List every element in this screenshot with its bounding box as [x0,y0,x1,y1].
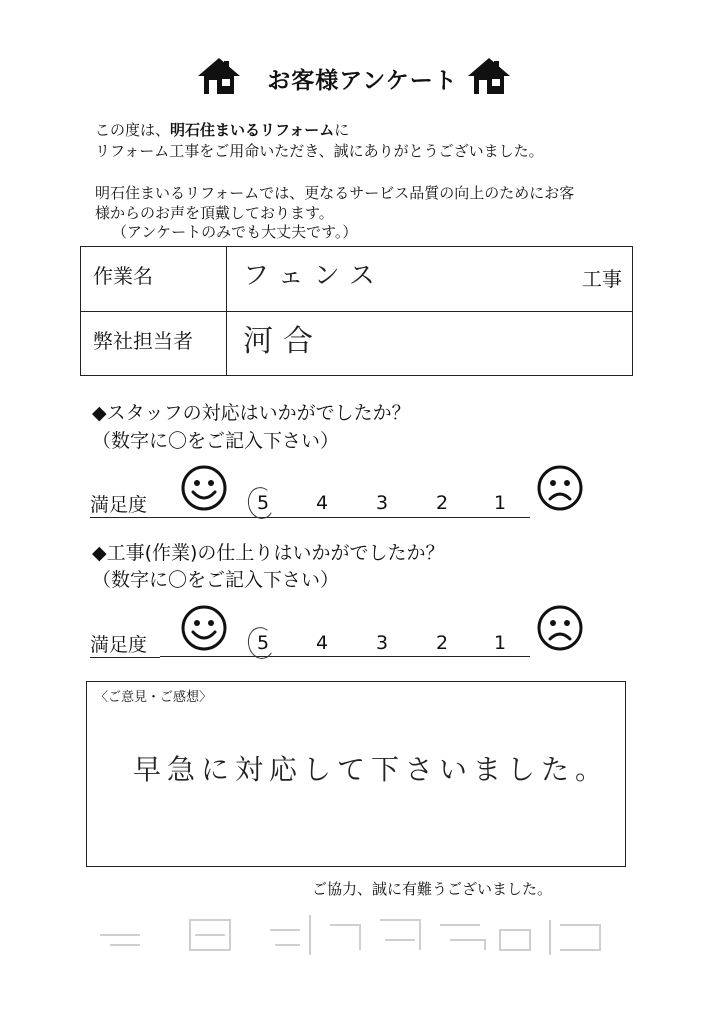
q2-option-3[interactable]: 3 [375,632,389,654]
info-table [80,246,633,376]
page-title [0,62,725,95]
q1-instruction: （数字に〇をご記入下さい） [92,430,340,452]
faint-footer-marks [80,905,620,965]
q1-scale-line [160,517,530,518]
q1-option-3[interactable]: 3 [375,492,389,514]
intro-suffix: に [334,121,350,139]
closing-message: ご協力、誠に有難うございました。 [312,880,553,898]
q1-option-1[interactable]: 1 [493,492,507,514]
house-icon [466,56,512,96]
intro-prefix: この度は、 [95,121,171,139]
intro-line-2: リフォーム工事をご用命いただき、誠にありがとうございました。 [95,142,544,160]
intro-line-4: 様からのお声を頂戴しております。 [95,204,334,222]
title-text: お客様アンケート [267,68,458,94]
company-name: 明石住まいるリフォーム [170,121,335,139]
q1-option-5[interactable]: 5 [256,492,270,514]
q2-option-4[interactable]: 4 [315,632,329,654]
sad-face-icon [536,464,584,512]
staff-value[interactable]: 河合 [243,324,323,359]
intro-line-1 [95,120,349,140]
staff-label: 弊社担当者 [81,312,227,376]
house-icon [196,56,242,96]
q1-question: ◆スタッフの対応はいかがでしたか？ [92,402,411,424]
staff-row [81,311,632,376]
q2-question: ◆工事(作業)の仕上りはいかがでしたか？ [92,542,445,564]
q2-scale-line [160,656,530,657]
comment-title: 〈ご意見・ご感想〉 [95,690,213,705]
comment-box[interactable] [86,681,626,867]
q1-satisfaction-label: 満足度 [90,490,160,518]
sad-face-icon [536,604,584,652]
q2-option-5[interactable]: 5 [256,632,270,654]
work-name-value[interactable]: フェンス [243,261,385,291]
q1-option-2[interactable]: 2 [435,492,449,514]
work-name-label: 作業名 [81,247,227,311]
smiley-face-icon [180,464,228,512]
q2-option-1[interactable]: 1 [493,632,507,654]
q1-option-4[interactable]: 4 [315,492,329,514]
smiley-face-icon [180,604,228,652]
q2-instruction: （数字に〇をご記入下さい） [92,569,340,591]
comment-text[interactable]: 早急に対応して下さいました。 [133,753,610,786]
intro-line-3: 明石住まいるリフォームでは、更なるサービス品質の向上のためにお客 [95,184,575,202]
intro-line-5: （アンケートのみでも大丈夫です。） [112,223,358,241]
work-name-row [81,247,632,311]
q2-option-2[interactable]: 2 [435,632,449,654]
work-name-suffix: 工事 [582,267,622,291]
q2-satisfaction-label: 満足度 [90,630,160,658]
